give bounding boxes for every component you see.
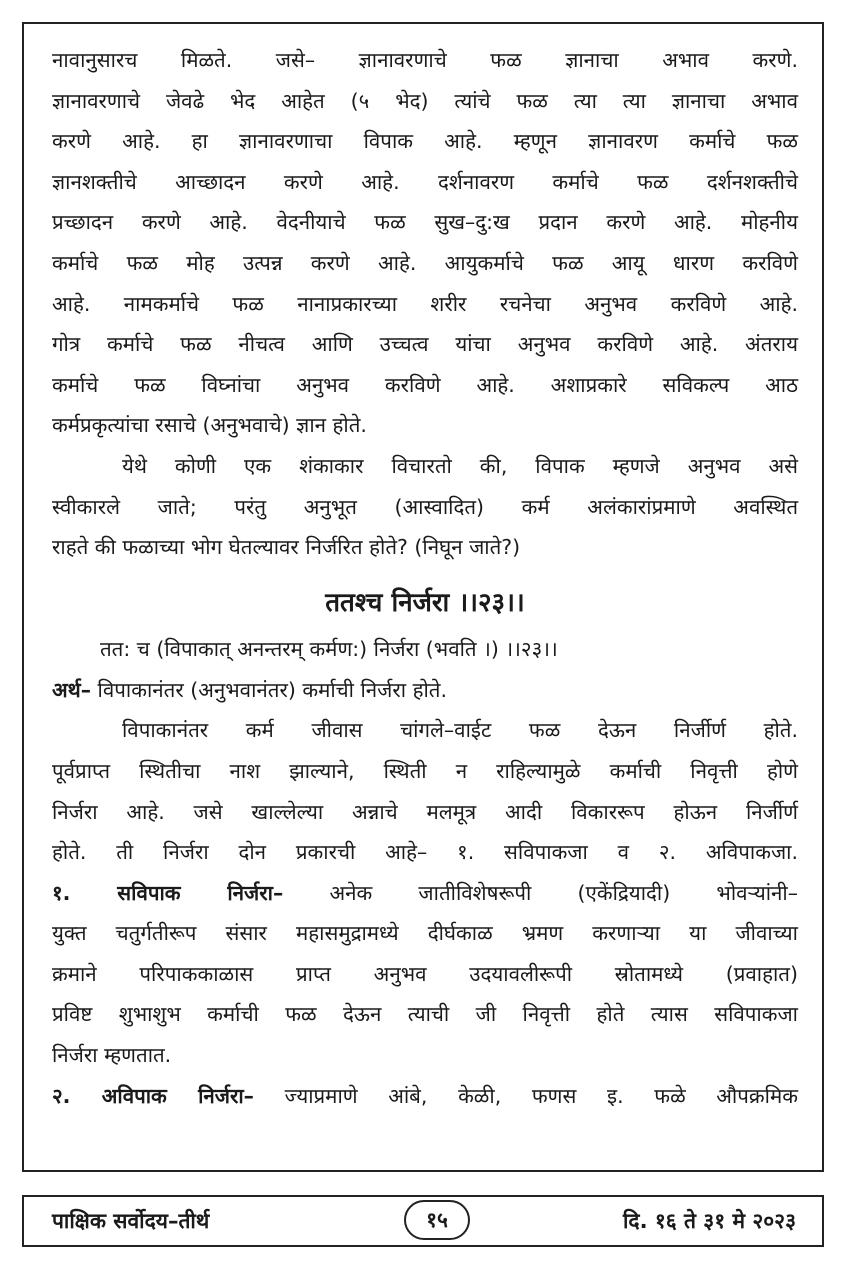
text-line: नावानुसारच मिळते. जसे– ज्ञानावरणाचे फळ ज्ञानाचा अभाव करणे. <box>52 48 798 72</box>
text-line: आहे. नामकर्माचे फळ नानाप्रकारच्या शरीर रचनेचा अनुभव करविणे आहे. <box>52 291 798 316</box>
text-line: प्रच्छादन करणे आहे. वेदनीयाचे फळ सुख–दु:ख प्रदान करणे आहे. मोहनीय <box>52 210 798 235</box>
page-body <box>52 40 798 1116</box>
text-line: कर्मप्रकृत्यांचा रसाचे (अनुभवाचे) ज्ञान होते. <box>52 413 367 438</box>
text-line: प्रविष्ट शुभाशुभ कर्माची फळ देऊन त्याची जी निवृत्ती होते त्यास सविपाकजा <box>52 1002 798 1027</box>
avipak-first-line <box>52 1076 798 1117</box>
savipak-first-line <box>52 873 798 914</box>
sutra-text: तत: च (विपाकात् अनन्तरम् कर्मण:) निर्जरा (भवति ।) ।।२३।। <box>100 636 558 661</box>
text-line: क्रमाने परिपाककाळास प्राप्त अनुभव उदयावलीरूपी स्रोतामध्ये (प्रवाहात) <box>52 961 798 986</box>
publication-title: पाक्षिक सर्वोदय–तीर्थ <box>52 1209 210 1233</box>
text-line: कर्माचे फळ विघ्नांचा अनुभव करविणे आहे. अशाप्रकारे सविकल्प आठ <box>52 372 798 397</box>
text-line: विपाकानंतर कर्म जीवास चांगले–वाईट फळ देऊन निर्जीर्ण होते. <box>122 718 798 743</box>
text-line: निर्जरा आहे. जसे खाल्लेल्या अन्नाचे मलमूत्र आदी विकाररूप होऊन निर्जीर्ण <box>52 799 798 824</box>
savipak-text: अनेक जातीविशेषरूपी (एकेंद्रियादी) भोवऱ्यांनी– <box>329 880 798 905</box>
text-line: गोत्र कर्माचे फळ नीचत्व आणि उच्चत्व यांचा अनुभव करविणे आहे. अंतराय <box>52 332 798 357</box>
issue-date: दि. १६ ते ३१ मे २०२३ <box>622 1209 796 1233</box>
artha-line <box>52 670 798 711</box>
text-line: युक्त चतुर्गतीरूप संसार महासमुद्रामध्ये दीर्घकाळ भ्रमण करणाऱ्या या जीवाच्या <box>52 921 798 946</box>
text-line: स्वीकारले जाते; परंतु अनुभूत (आस्वादित) कर्म अलंकारांप्रमाणे अवस्थित <box>52 494 798 519</box>
artha-text: विपाकानंतर (अनुभवानंतर) कर्माची निर्जरा होते. <box>97 677 448 702</box>
text-line: ज्ञानशक्तीचे आच्छादन करणे आहे. दर्शनावरण कर्माचे फळ दर्शनशक्तीचे <box>52 169 798 194</box>
text-line: ज्ञानावरणाचे जेवढे भेद आहेत (५ भेद) त्यांचे फळ त्या त्या ज्ञानाचा अभाव <box>52 88 798 113</box>
savipak-label: १. सविपाक निर्जरा– <box>52 880 284 905</box>
sutra-heading: ततश्च निर्जरा ।।२३।। <box>325 587 525 618</box>
text-line: राहते की फळाच्या भोग घेतल्यावर निर्जरित होते? (निघून जाते?) <box>52 535 521 560</box>
text-line: करणे आहे. हा ज्ञानावरणाचा विपाक आहे. म्हणून ज्ञानावरण कर्माचे फळ <box>52 129 798 154</box>
page-footer <box>22 1195 824 1247</box>
text-line: कर्माचे फळ मोह उत्पन्न करणे आहे. आयुकर्माचे फळ आयू धारण करविणे <box>52 250 798 275</box>
text-line: निर्जरा म्हणतात. <box>52 1043 172 1068</box>
text-line: येथे कोणी एक शंकाकार विचारतो की, विपाक म्हणजे अनुभव असे <box>122 453 798 478</box>
page-number: १५ <box>404 1200 470 1240</box>
artha-label: अर्थ– <box>52 677 92 702</box>
text-line: होते. ती निर्जरा दोन प्रकारची आहे– १. सविपाकजा व २. अविपाकजा. <box>52 840 798 865</box>
avipak-label: २. अविपाक निर्जरा– <box>52 1083 254 1108</box>
avipak-text: ज्याप्रमाणे आंबे, केळी, फणस इ. फळे औपक्रमिक <box>284 1083 798 1108</box>
text-line: पूर्वप्राप्त स्थितीचा नाश झाल्याने, स्थिती न राहिल्यामुळे कर्माची निवृत्ती होणे <box>52 758 798 783</box>
